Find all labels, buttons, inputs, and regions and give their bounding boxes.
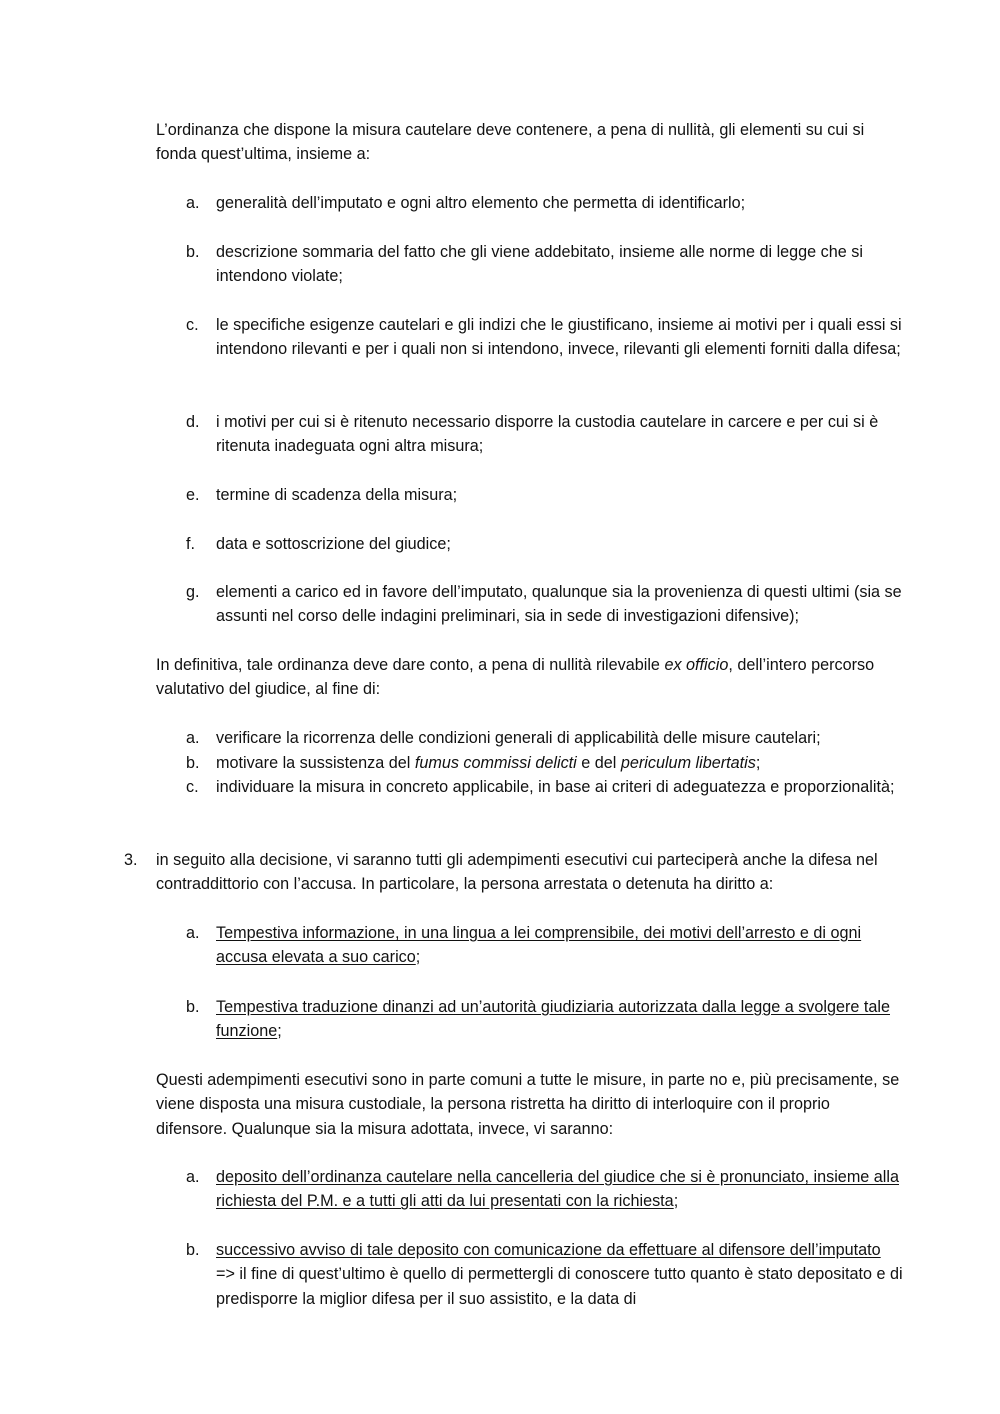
requirement-item-f: data e sottoscrizione del giudice; — [216, 535, 451, 553]
aim-marker-c: c. — [186, 778, 199, 796]
summary-text-before: In definitiva, tale ordinanza deve dare conto, a pena di nullità rilevabile — [156, 656, 665, 674]
aim-b-middle: e del — [576, 754, 621, 772]
right-marker-b: b. — [186, 998, 200, 1016]
right-a-rest: ; — [415, 948, 421, 967]
point-3-paragraph: in seguito alla decisione, vi saranno tutti gli adempimenti esecutivi cui parteciperà anche la difesa nel contraddittorio con l’accusa. In particolare, la persona arrestata o detenuta ha diritto a: — [156, 851, 878, 894]
requirement-marker-e: e. — [186, 486, 200, 504]
summary-paragraph — [156, 653, 904, 702]
right-b-rest: ; — [277, 1022, 282, 1041]
aim-marker-b: b. — [186, 754, 200, 772]
step-item-a — [216, 1165, 904, 1214]
requirement-item-d: i motivi per cui si è ritenuto necessario disporre la custodia cautelare in carcere e per cui si è ritenuta inadeguata ogni altra misura; — [216, 413, 879, 456]
point-3-marker: 3. — [124, 851, 138, 869]
requirement-marker-c: c. — [186, 316, 199, 334]
aim-b-italic-fumus: fumus commissi delicti — [414, 754, 577, 772]
right-item-b — [216, 995, 904, 1044]
requirement-item-e: termine di scadenza della misura; — [216, 486, 458, 504]
right-marker-a: a. — [186, 924, 200, 942]
execution-paragraph: Questi adempimenti esecutivi sono in parte comuni a tutte le misure, in parte no e, più precisamente, se viene disposta una misura custodiale, la persona ristretta ha diritto di interloquire con il proprio difensore. Qualunque sia la misura adottata, invece, vi saranno: — [156, 1071, 900, 1138]
aim-item-a: verificare la ricorrenza delle condizioni generali di applicabilità delle misure cautelari; — [216, 729, 821, 747]
right-item-a — [216, 921, 904, 970]
step-b-rest: => il fine di quest’ultimo è quello di permettergli di conoscere tutto quanto è stato depositato e di predisporre la miglior difesa per il suo assistito, e la data di — [216, 1265, 903, 1308]
step-a-underlined: deposito dell’ordinanza cautelare nella cancelleria del giudice che si è pronunciato, insieme alla richiesta del P.M. e a tutti gli atti da lui presentati con la richiesta — [216, 1168, 899, 1211]
requirement-item-a: generalità dell’imputato e ogni altro elemento che permetta di identificarlo; — [216, 194, 746, 212]
requirement-marker-a: a. — [186, 194, 200, 212]
requirement-marker-b: b. — [186, 243, 200, 261]
aim-item-b — [216, 751, 904, 775]
step-item-b — [216, 1238, 904, 1311]
step-b-underlined: successivo avviso di tale deposito con comunicazione da effettuare al difensore dell’imputato — [216, 1241, 881, 1259]
right-b-underlined: Tempestiva traduzione dinanzi ad un’autorità giudiziaria autorizzata dalla legge a svolgere tale funzione — [216, 998, 890, 1041]
summary-italic-term: ex officio — [664, 656, 729, 674]
requirement-marker-d: d. — [186, 413, 200, 431]
summary-text-after: , dell’intero percorso valutativo del giudice, al fine di: — [156, 656, 875, 699]
requirement-item-c: le specifiche esigenze cautelari e gli indizi che le giustificano, insieme ai motivi per i quali essi si intendono rilevanti e per i quali non si intendono, invece, rilevanti gli elementi forniti dalla difesa; — [216, 316, 902, 359]
aim-marker-a: a. — [186, 729, 200, 747]
requirement-item-g: elementi a carico ed in favore dell’imputato, qualunque sia la provenienza di questi ultimi (sia se assunti nel corso delle indagini preliminari, sia in sede di investigazioni difensive); — [216, 583, 902, 626]
aim-b-after: ; — [755, 754, 761, 772]
step-marker-a: a. — [186, 1168, 200, 1186]
right-a-underlined: Tempestiva informazione, in una lingua a lei comprensibile, dei motivi dell’arresto e di ogni accusa elevata a suo carico — [216, 924, 862, 967]
requirement-marker-g: g. — [186, 583, 200, 601]
aim-b-before: motivare la sussistenza del — [216, 754, 415, 772]
aim-item-c: individuare la misura in concreto applicabile, in base ai criteri di adeguatezza e proporzionalità; — [216, 778, 895, 796]
step-marker-b: b. — [186, 1241, 200, 1259]
step-a-rest: ; — [673, 1192, 679, 1211]
requirement-item-b: descrizione sommaria del fatto che gli viene addebitato, insieme alle norme di legge che si intendono violate; — [216, 243, 863, 286]
intro-paragraph: L’ordinanza che dispone la misura cautelare deve contenere, a pena di nullità, gli elementi su cui si fonda quest’ultima, insieme a: — [156, 121, 865, 164]
aim-b-italic-periculum: periculum libertatis — [620, 754, 756, 772]
requirement-marker-f: f. — [186, 535, 195, 553]
